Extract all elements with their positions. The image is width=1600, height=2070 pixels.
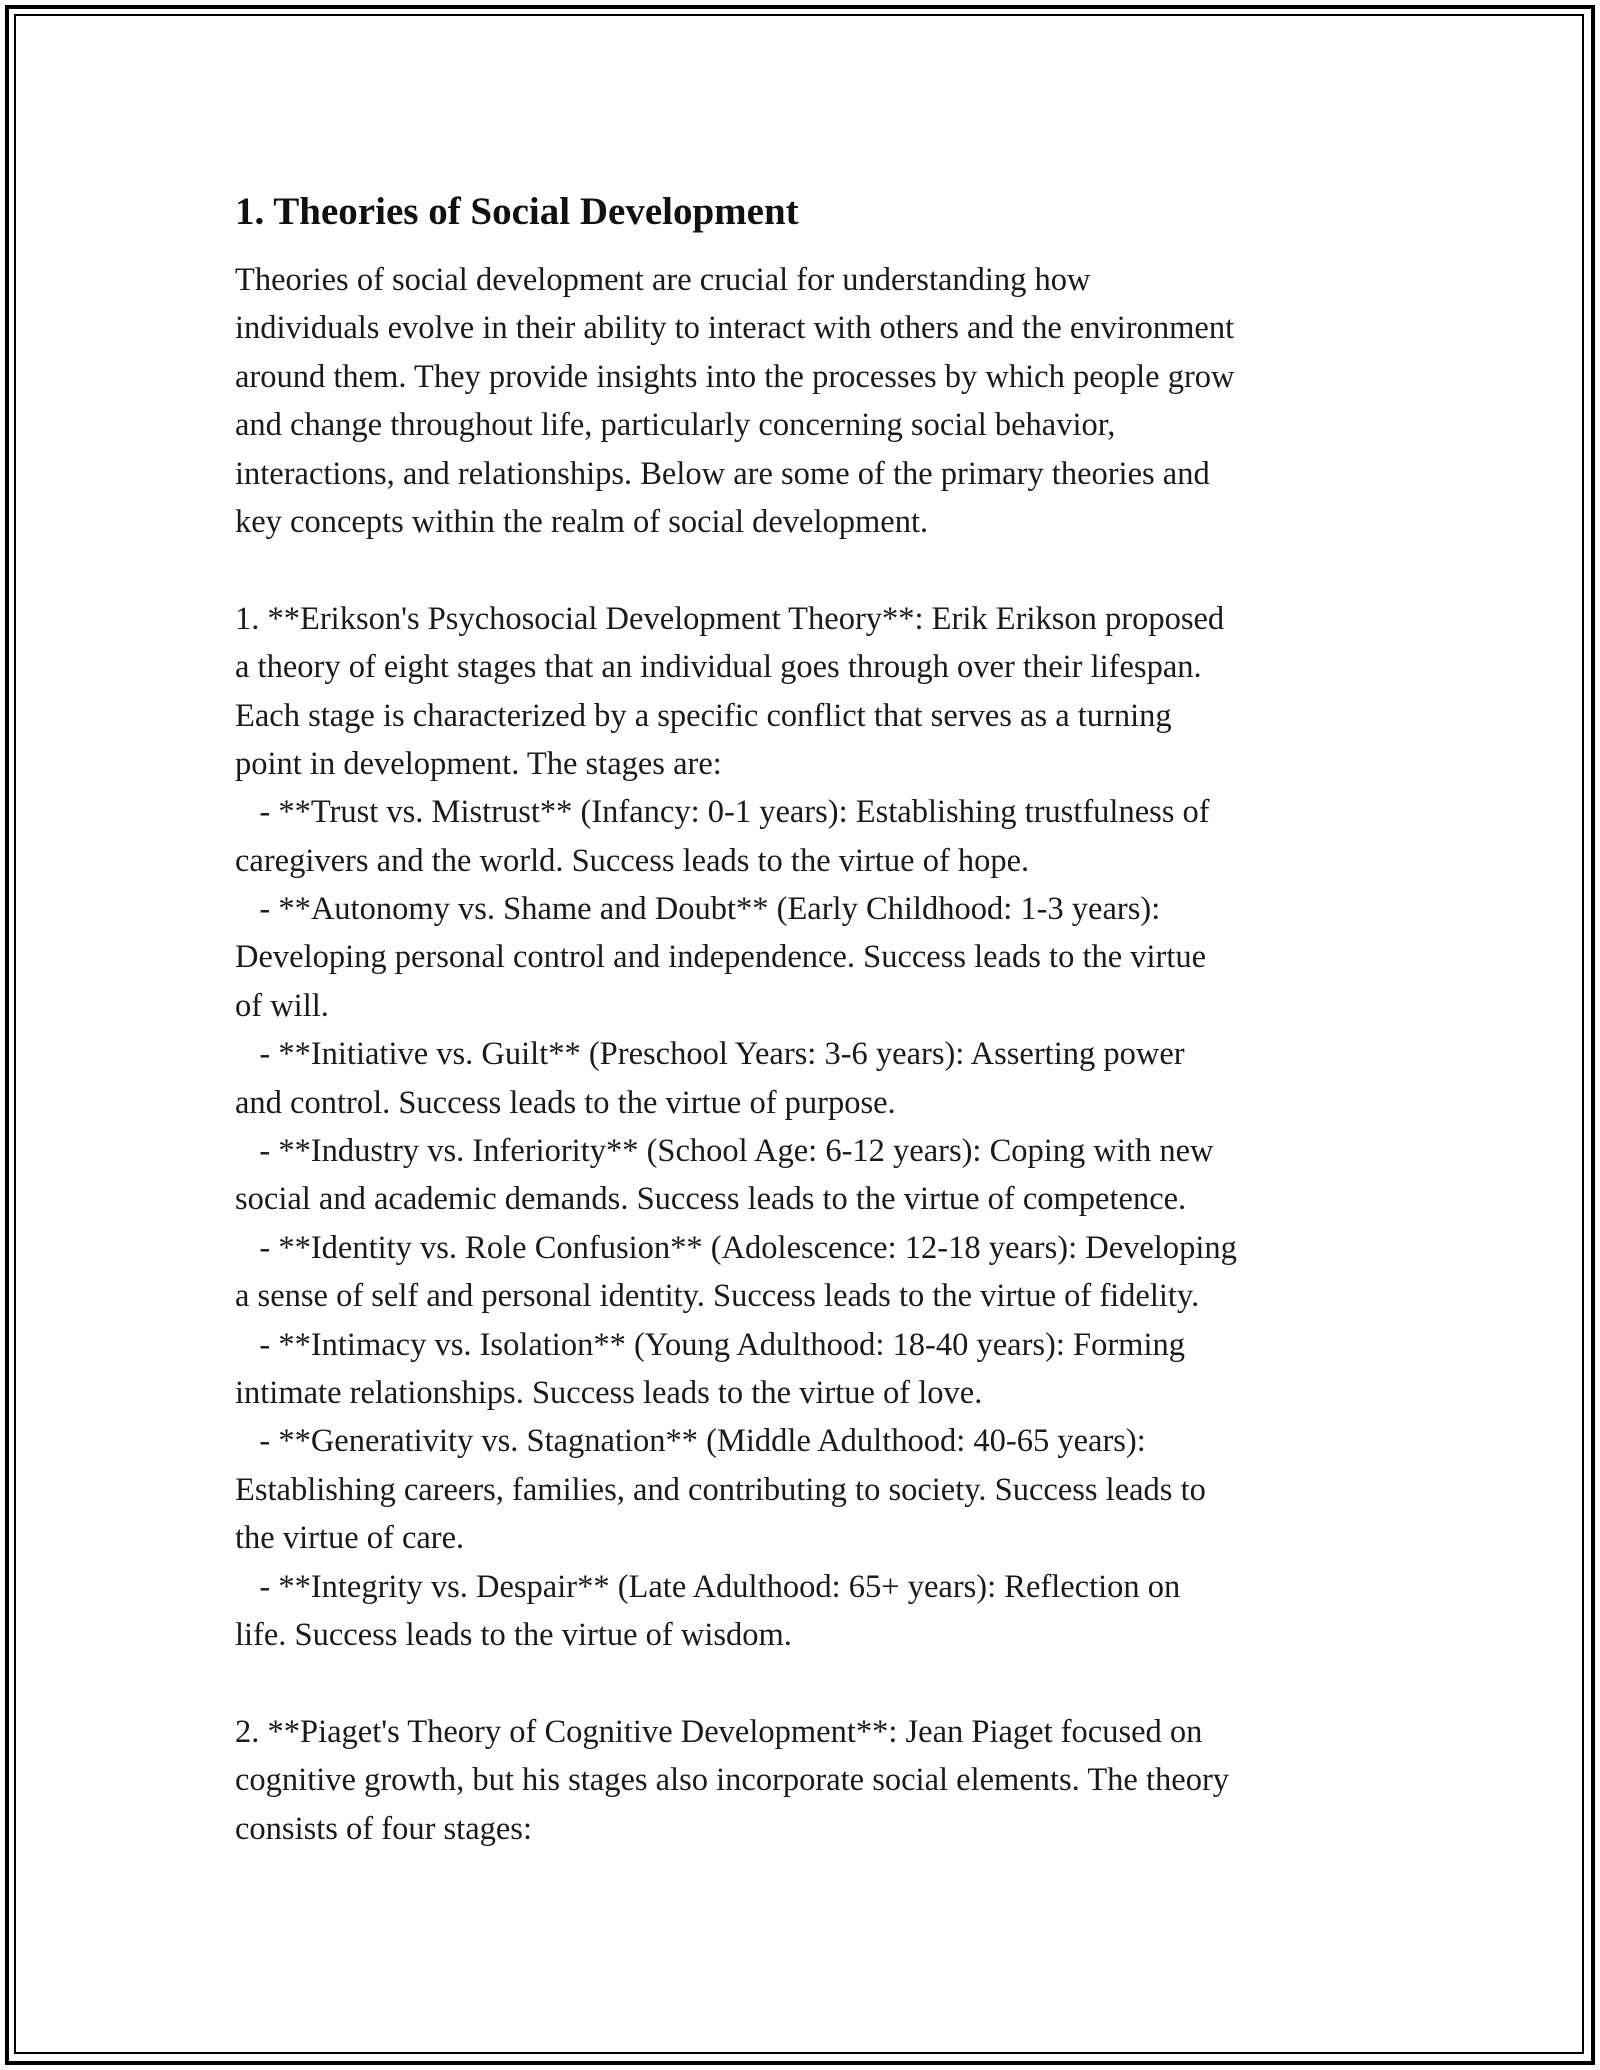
text-line: interactions, and relationships. Below are some of the primary theories and: [235, 455, 1210, 492]
text-line: social and academic demands. Success leads to the virtue of competence.: [235, 1181, 1187, 1218]
text-line: key concepts within the realm of social development.: [235, 503, 929, 540]
blank-line: [235, 1659, 1375, 1707]
text-line: Each stage is characterized by a specific conflict that serves as a turning: [235, 697, 1172, 734]
text-line: Developing personal control and independence. Success leads to the virtue: [235, 939, 1207, 976]
text-line: - **Industry vs. Inferiority** (School Age: 6-12 years): Coping with new: [235, 1133, 1214, 1170]
text-line: around them. They provide insights into the processes by which people grow: [235, 358, 1235, 395]
text-line: 1. **Erikson's Psychosocial Development Theory**: Erik Erikson proposed: [235, 600, 1225, 637]
text-line: individuals evolve in their ability to interact with others and the environment: [235, 310, 1235, 347]
text-line: - **Autonomy vs. Shame and Doubt** (Early Childhood: 1-3 years):: [235, 891, 1161, 928]
blank-line: [235, 546, 1375, 594]
text-line: consists of four stages:: [235, 1810, 532, 1847]
document-body: [235, 186, 1375, 1853]
text-line: - **Initiative vs. Guilt** (Preschool Years: 3-6 years): Asserting power: [235, 1036, 1185, 1073]
text-line: and control. Success leads to the virtue of purpose.: [235, 1084, 896, 1121]
text-line: - **Integrity vs. Despair** (Late Adulthood: 65+ years): Reflection on: [235, 1568, 1181, 1605]
text-line: Establishing careers, families, and contributing to society. Success leads to: [235, 1471, 1206, 1508]
text-line: point in development. The stages are:: [235, 745, 722, 782]
text-line: and change throughout life, particularly concerning social behavior,: [235, 407, 1116, 444]
text-line: - **Identity vs. Role Confusion** (Adolescence: 12-18 years): Developing: [235, 1229, 1237, 1266]
section-heading: 1. Theories of Social Development: [235, 190, 799, 233]
text-line: - **Intimacy vs. Isolation** (Young Adulthood: 18-40 years): Forming: [235, 1326, 1185, 1363]
text-line: caregivers and the world. Success leads to the virtue of hope.: [235, 842, 1030, 879]
text-line: a sense of self and personal identity. Success leads to the virtue of fidelity.: [235, 1278, 1200, 1315]
text-line: Theories of social development are crucial for understanding how: [235, 262, 1091, 298]
text-block: [235, 256, 1375, 1853]
text-line: cognitive growth, but his stages also incorporate social elements. The theory: [235, 1762, 1230, 1799]
text-line: the virtue of care.: [235, 1520, 465, 1557]
text-line: intimate relationships. Success leads to the virtue of love.: [235, 1374, 983, 1411]
text-line: life. Success leads to the virtue of wisdom.: [235, 1616, 792, 1653]
text-line: 2. **Piaget's Theory of Cognitive Development**: Jean Piaget focused on: [235, 1713, 1203, 1750]
text-line: - **Trust vs. Mistrust** (Infancy: 0-1 years): Establishing trustfulness of: [235, 794, 1210, 831]
text-line: a theory of eight stages that an individual goes through over their lifespan.: [235, 649, 1202, 686]
text-line: - **Generativity vs. Stagnation** (Middle Adulthood: 40-65 years):: [235, 1423, 1146, 1460]
text-line: of will.: [235, 987, 329, 1024]
